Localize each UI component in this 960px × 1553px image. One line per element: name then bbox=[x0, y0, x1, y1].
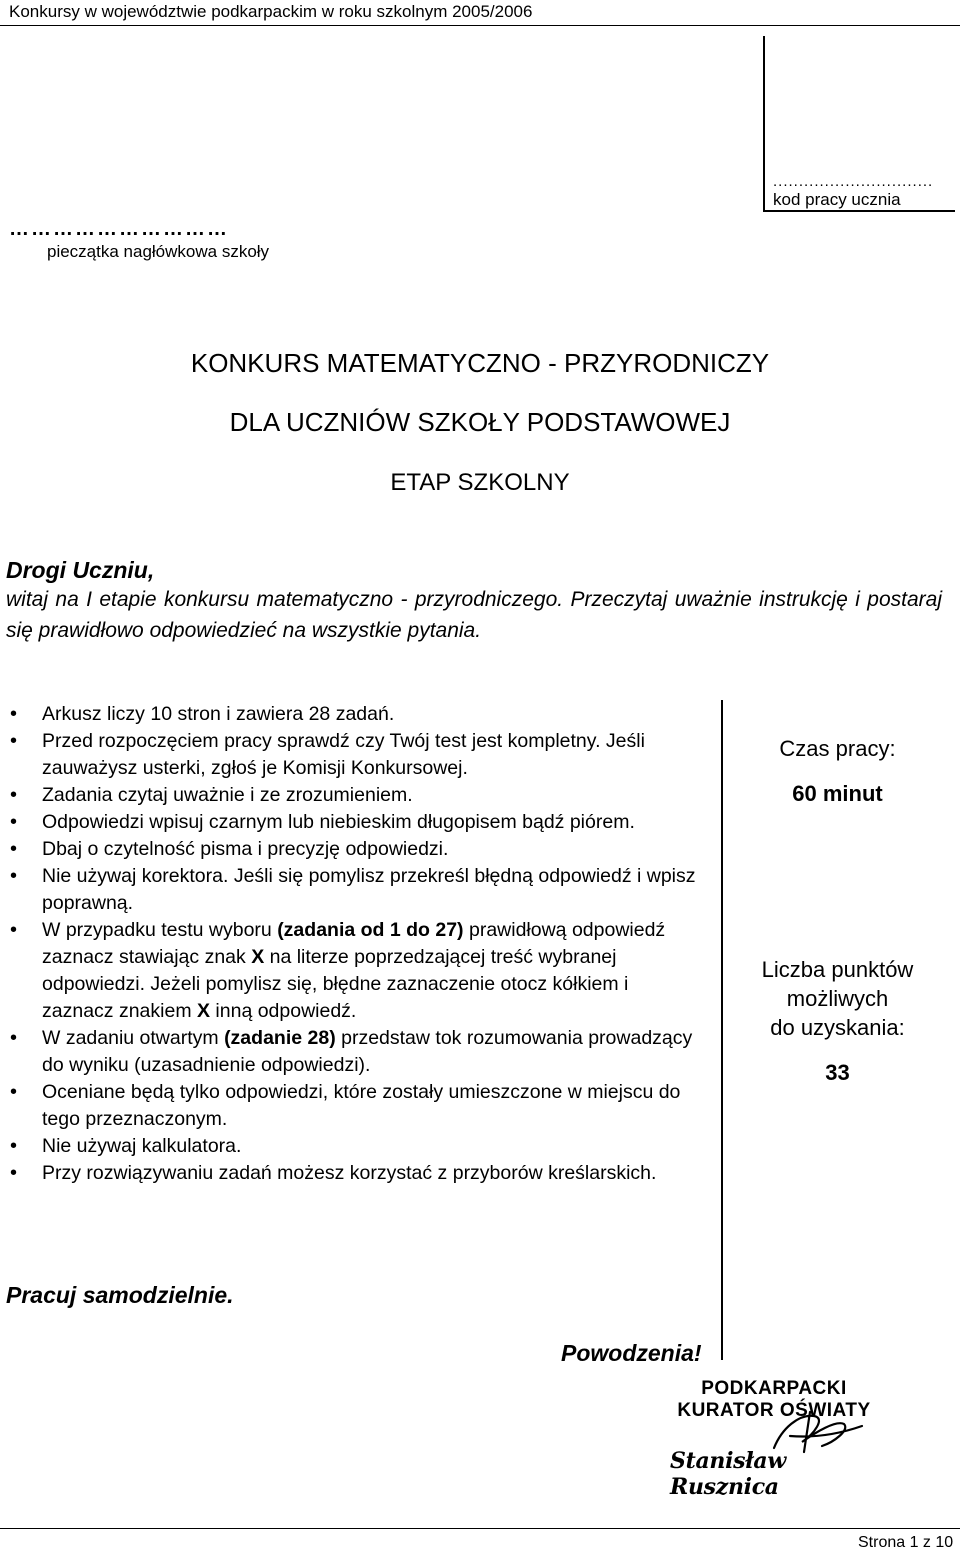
points-label-line: do uzyskania: bbox=[770, 1015, 905, 1040]
bullet-icon: • bbox=[10, 1027, 18, 1049]
rule-text: Dbaj o czytelność pisma i precyzję odpowiedzi. bbox=[42, 838, 449, 860]
rule-text: W zadaniu otwartym (zadanie 28) przedstaw tok rozumowania prowadzący do wyniku (uzasadnienie odpowiedzi). bbox=[42, 1027, 693, 1076]
bullet-icon: • bbox=[10, 865, 18, 887]
rule-text: Arkusz liczy 10 stron i zawiera 28 zadań. bbox=[42, 703, 395, 725]
bullet-icon: • bbox=[10, 1135, 18, 1157]
rule-item bbox=[0, 863, 705, 917]
header-divider bbox=[0, 25, 960, 26]
kurator-stamp-line: KURATOR OŚWIATY bbox=[677, 1400, 871, 1421]
rule-item bbox=[0, 728, 705, 782]
rule-item bbox=[0, 917, 705, 1025]
bullet-icon: • bbox=[10, 838, 18, 860]
rule-text: Oceniane będą tylko odpowiedzi, które zostały umieszczone w miejscu do tego przeznaczonym. bbox=[42, 1081, 681, 1130]
rule-item bbox=[0, 1160, 705, 1187]
school-stamp-label: pieczątka nagłówkowa szkoły bbox=[47, 242, 270, 261]
header-title: Konkursy w województwie podkarpackim w roku szkolnym 2005/2006 bbox=[9, 2, 533, 21]
points-label bbox=[725, 955, 950, 1042]
code-box-dots: ............................... bbox=[773, 173, 934, 190]
bullet-icon: • bbox=[10, 1081, 18, 1103]
rule-item bbox=[0, 809, 705, 836]
greeting: Drogi Uczniu, bbox=[6, 557, 155, 583]
contest-stage: ETAP SZKOLNY bbox=[390, 469, 570, 496]
points-value: 33 bbox=[825, 1060, 850, 1085]
page-number: Strona 1 z 10 bbox=[858, 1534, 954, 1551]
rule-text: Nie używaj korektora. Jeśli się pomylisz przekreśl błędną odpowiedź i wpisz poprawną. bbox=[42, 865, 696, 914]
rule-item bbox=[0, 1133, 705, 1160]
kurator-name: Stanisław Rusznica bbox=[670, 1448, 787, 1500]
points-label-line: Liczba punktów bbox=[761, 957, 914, 982]
rule-text: Zadania czytaj uważnie i ze zrozumieniem. bbox=[42, 784, 413, 806]
rule-item bbox=[0, 836, 705, 863]
rule-text: Nie używaj kalkulatora. bbox=[42, 1135, 242, 1157]
code-box-label: kod pracy ucznia bbox=[773, 190, 901, 209]
footer-divider bbox=[0, 1528, 960, 1529]
points-label-line: możliwych bbox=[786, 986, 889, 1011]
time-label: Czas pracy: bbox=[779, 736, 896, 761]
bullet-icon: • bbox=[10, 703, 18, 725]
bullet-icon: • bbox=[10, 784, 18, 806]
contest-title: KONKURS MATEMATYCZNO - PRZYRODNICZY bbox=[190, 348, 770, 378]
code-box-left-border bbox=[763, 36, 765, 211]
rule-text: Odpowiedzi wpisuj czarnym lub niebieskim długopisem bądź piórem. bbox=[42, 811, 635, 833]
work-alone-note: Pracuj samodzielnie. bbox=[6, 1282, 234, 1308]
bullet-icon: • bbox=[10, 919, 18, 941]
rule-item bbox=[0, 1079, 705, 1133]
rule-text: Przy rozwiązywaniu zadań możesz korzystać z przyborów kreślarskich. bbox=[42, 1162, 657, 1184]
column-divider bbox=[721, 700, 723, 1360]
kurator-stamp-line: PODKARPACKI bbox=[701, 1378, 847, 1399]
bullet-icon: • bbox=[10, 1162, 18, 1184]
contest-subtitle: DLA UCZNIÓW SZKOŁY PODSTAWOWEJ bbox=[229, 407, 731, 437]
rule-text: Przed rozpoczęciem pracy sprawdź czy Twój test jest kompletny. Jeśli zauważysz usterki, zgłoś je Komisji Konkursowej. bbox=[42, 730, 645, 779]
rule-item bbox=[0, 1025, 705, 1079]
school-stamp-dots: ………………………… bbox=[9, 218, 229, 240]
bullet-icon: • bbox=[10, 811, 18, 833]
code-box-bottom-border bbox=[763, 210, 955, 212]
intro-text: witaj na I etapie konkursu matematyczno - przyrodniczego. Przeczytaj uważnie instrukcję i postaraj się prawidłowo odpowiedzieć na wszystkie pytania. bbox=[6, 588, 942, 642]
rule-item bbox=[0, 782, 705, 809]
rule-text: W przypadku testu wyboru (zadania od 1 do 27) prawidłową odpowiedź zaznacz stawiając znak X na literze poprzedzającej treść wybranej odpowiedzi. Jeżeli pomylisz się, błędne zaznaczenie otocz kółkiem i zaznacz znakiem X inną odpowiedź. bbox=[42, 919, 666, 1022]
time-value: 60 minut bbox=[792, 781, 883, 806]
kurator-stamp bbox=[664, 1378, 884, 1500]
rule-item bbox=[0, 701, 705, 728]
bullet-icon: • bbox=[10, 730, 18, 752]
good-luck-note: Powodzenia! bbox=[561, 1340, 702, 1366]
rules-list bbox=[0, 701, 705, 1187]
